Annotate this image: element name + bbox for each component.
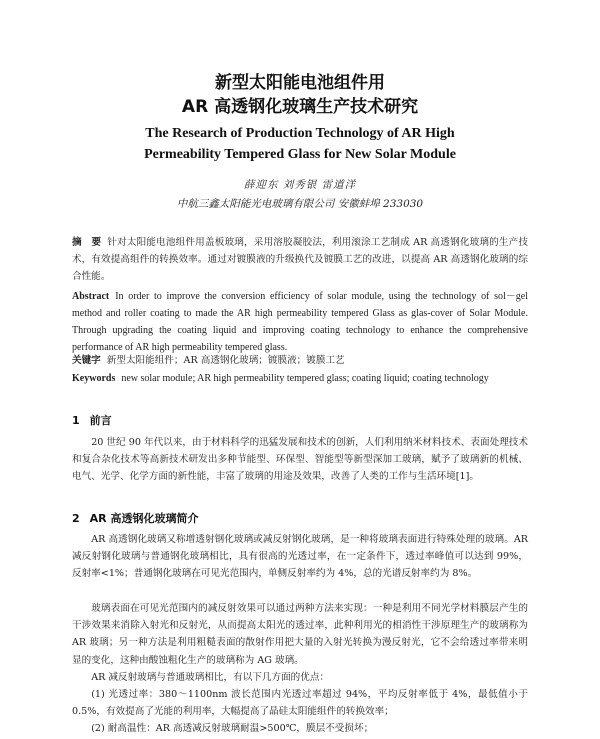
keywords-zh: [72, 352, 528, 369]
title-en-line2: Permeability Tempered Glass for New Solar Module: [144, 147, 456, 162]
section-2-number: 2: [72, 512, 80, 525]
section-2-paragraph-3: AR 减反射玻璃与普通玻璃相比，有以下几方面的优点：: [91, 672, 330, 683]
abstract-zh: [72, 234, 528, 285]
section-2-title: AR 高透钢化玻璃简介: [89, 512, 199, 525]
section-2-paragraph-1: AR 高透钢化玻璃又称增透射钢化玻璃或减反射钢化玻璃，是一种将玻璃表面进行特殊处理的玻璃。AR 减反射钢化玻璃与普通钢化玻璃相比，具有很高的光透过率，在一定条件下，透过率峰值可以达到 99%，反射率<1%；普通钢化玻璃在可见光范围内，单侧反射率约为 4%，总的光谱反射率约为 8%。: [72, 534, 528, 580]
section-1-paragraph: 20 世纪 90 年代以来，由于材料科学的迅猛发展和技术的创新，人们利用纳米材料技术、表面处理技术和复合杂化技术等高新技术研发出多种节能型、环保型、智能型等新型深加工玻璃，赋予了玻璃新的机械、电气、光学、化学方面的新性能，丰富了玻璃的用途及效果，改善了人类的工作与生活环境[1]。: [72, 437, 528, 483]
title-en-line1: The Research of Production Technology of AR High: [145, 126, 455, 141]
abstract-en-text: In order to improve the conversion efficiency of solar module, using the technology of sol－gel method and roller coating to made the AR high permeability tempered Glass as glas-cover of Solar Module. Through upgrading the coating liquid and improving coating technology to enhance the comprehensive performance of AR high permeability tempered glass.: [72, 291, 528, 353]
section-2-heading: [72, 510, 198, 526]
abstract-en-label: Abstract: [72, 291, 110, 302]
section-1-title: 前言: [89, 414, 112, 427]
affiliation: 中航三鑫太阳能光电玻璃有限公司 安徽蚌埠 233030: [176, 198, 424, 210]
abstract-zh-label: 摘 要: [72, 237, 102, 248]
section-1-heading: [72, 412, 112, 428]
abstract-en: [72, 288, 528, 356]
keywords-en: [72, 370, 528, 387]
abstract-zh-text: 针对太阳能电池组件用盖板玻璃，采用溶胶凝胶法，利用滚涂工艺制成 AR 高透钢化玻璃的生产技术，有效提高组件的转换效率。通过对镀膜液的升级换代及镀膜工艺的改进，以提高 AR 高透钢化玻璃的综合性能。: [72, 237, 529, 282]
section-2-item-1: (1) 光透过率：380～1100nm 波长范围内光透过率超过 94%，平均反射率低于 4%，最低值小于 0.5%，有效提高了光能的利用率，大幅提高了晶硅太阳能组件的转换效率；: [72, 689, 528, 718]
authors: 薛迎东 刘秀银 雷道洋: [243, 179, 357, 191]
section-2-item-2: (2) 耐高温性：AR 高透减反射玻璃耐温>500℃，膜层不受损坏；: [91, 723, 374, 734]
section-1-number: 1: [72, 414, 80, 427]
keywords-en-label: Keywords: [72, 373, 116, 384]
keywords-en-text: new solar module; AR high permeability tempered glass; coating liquid; coating technology: [121, 373, 489, 384]
keywords-zh-text: 新型太阳能组件；AR 高透钢化玻璃；镀膜液；镀膜工艺: [106, 355, 345, 366]
title-zh-line2: AR 高透钢化玻璃生产技术研究: [181, 97, 419, 117]
title-zh-line1: 新型太阳能电池组件用: [215, 73, 385, 93]
keywords-zh-label: 关键字: [72, 355, 101, 366]
section-2-paragraph-2: 玻璃表面在可见光范围内的减反射效果可以通过两种方法来实现：一种是利用不同光学材料膜层产生的干涉效果来消除入射光和反射光，从而提高太阳光的透过率，此种利用光的相消性干涉原理生产的玻璃称为 AR 玻璃；另一种方法是利用粗糙表面的散射作用把大量的入射光转换为漫反射光，它不会给透过率带来明显的变化，这种由酸蚀粗化生产的玻璃称为 AG 玻璃。: [72, 603, 528, 666]
